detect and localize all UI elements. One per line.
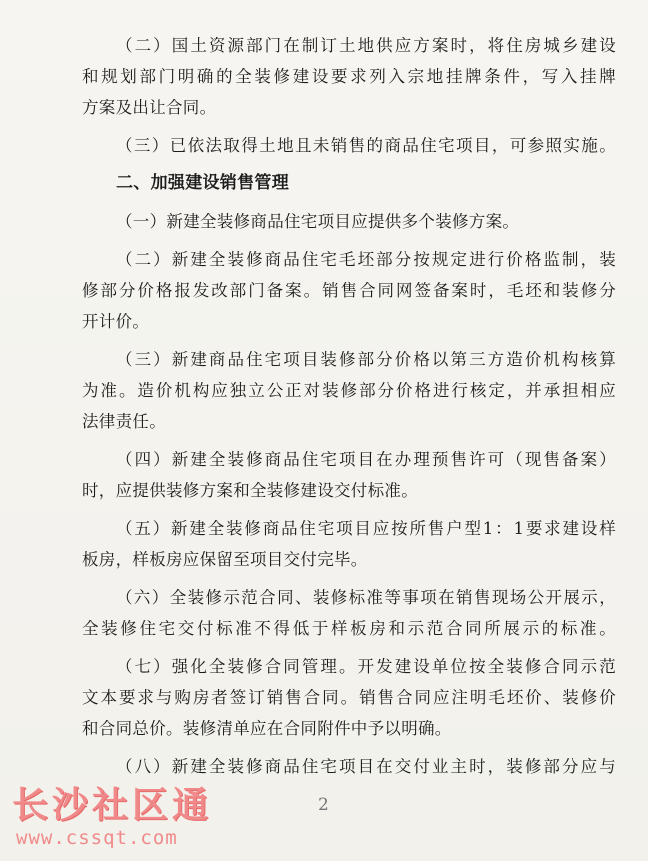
paragraph-line: 修部分价格报发改部门备案。销售合同网签备案时，毛坯和装修分 [82,281,616,300]
paragraph-line: 和规划部门明确的全装修建设要求列入宗地挂牌条件，写入挂牌 [82,67,616,86]
paragraph-line: 为准。造价机构应独立公正对装修部分价格进行核定，并承担相应 [82,381,616,400]
paragraph-line: （八）新建全装修商品住宅项目在交付业主时，装修部分应与 [116,757,616,776]
document-body [82,30,616,782]
paragraph-line: 时，应提供装修方案和全装修建设交付标准。 [82,481,418,500]
paragraph-line: 开计价。 [82,312,150,331]
paragraph-line: 文本要求与购房者签订销售合同。销售合同应注明毛坯价、装修价 [82,688,616,707]
site-watermark [12,786,212,850]
paragraph-line: （六）全装修示范合同、装修标准等事项在销售现场公开展示， [116,588,616,607]
paragraph-line: （三）新建商品住宅项目装修部分价格以第三方造价机构核算 [116,350,616,369]
paragraph-line: 全装修住宅交付标准不得低于样板房和示范合同所展示的标准。 [82,619,616,638]
paragraph-line: （四）新建全装修商品住宅项目在办理预售许可（现售备案） [116,450,616,469]
watermark-url: www.cssqt.com [16,827,178,849]
paragraph-line: 法律责任。 [82,412,166,431]
paragraph-line: （三）已依法取得土地且未销售的商品住宅项目，可参照实施。 [116,136,616,155]
paragraph-line: 板房，样板房应保留至项目交付完毕。 [82,550,368,569]
page-number: 2 [318,795,329,815]
section-heading: 二、加强建设销售管理 [116,173,289,193]
watermark-title: 长沙社区通 [12,785,213,826]
paragraph-line: （一）新建全装修商品住宅项目应提供多个装修方案。 [116,212,520,231]
paragraph-line: （二）国土资源部门在制订土地供应方案时，将住房城乡建设 [116,36,616,55]
paragraph-line: （五）新建全装修商品住宅项目应按所售户型1：1要求建设样 [116,519,616,538]
paragraph-line: （二）新建全装修商品住宅毛坯部分按规定进行价格监制，装 [116,250,616,269]
paragraph-line: 和合同总价。装修清单应在合同附件中予以明确。 [82,719,452,738]
paragraph-line: （七）强化全装修合同管理。开发建设单位按全装修合同示范 [116,657,616,676]
paragraph-line: 方案及出让合同。 [82,98,217,117]
